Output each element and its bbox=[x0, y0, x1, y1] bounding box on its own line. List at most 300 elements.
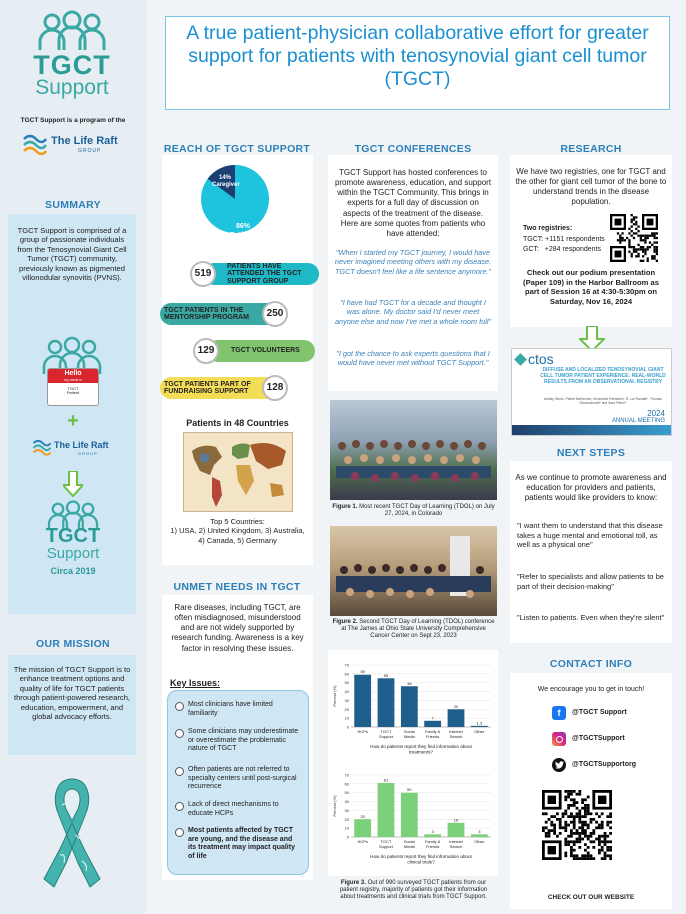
qr-module bbox=[606, 846, 609, 849]
y-tick-label: 30 bbox=[344, 697, 349, 703]
qr-module bbox=[545, 821, 548, 824]
qr-module bbox=[649, 235, 651, 237]
bar bbox=[448, 709, 465, 727]
qr-module bbox=[573, 826, 576, 829]
qr-module bbox=[548, 832, 551, 835]
y-tick-label: 20 bbox=[344, 706, 349, 712]
qr-module bbox=[564, 854, 567, 857]
qr-finder-core bbox=[615, 219, 622, 226]
qr-module bbox=[626, 237, 628, 239]
y-tick-label: 70 bbox=[344, 662, 349, 668]
qr-module bbox=[570, 852, 573, 855]
qr-module bbox=[651, 255, 653, 257]
ctos-mark-icon bbox=[514, 353, 527, 366]
pie-chart bbox=[200, 164, 270, 234]
stat-pill-mentorship bbox=[160, 303, 278, 325]
qr-module bbox=[581, 826, 584, 829]
qr-module bbox=[653, 232, 655, 234]
qr-module bbox=[573, 798, 576, 801]
qr-module bbox=[633, 248, 635, 250]
qr-module bbox=[564, 812, 567, 815]
qr-module bbox=[564, 798, 567, 801]
qr-module bbox=[584, 832, 587, 835]
qr-module bbox=[653, 257, 655, 259]
qr-module bbox=[606, 835, 609, 838]
qr-module bbox=[570, 790, 573, 793]
x-tick-label: Friends bbox=[425, 844, 440, 849]
qr-module bbox=[644, 235, 646, 237]
stat-pill-volunteers bbox=[207, 340, 315, 362]
qr-module bbox=[628, 232, 630, 234]
instagram-icon[interactable] bbox=[552, 732, 566, 746]
bar bbox=[471, 834, 488, 837]
summary-text: TGCT Support is comprised of a group of passionate individuals from the Tenosynovial Giant Cell Tumor (TGCT) community, previously known as pigmented villonodular synovitis (PVNS). bbox=[17, 226, 127, 283]
qr-module bbox=[631, 221, 633, 223]
qr-module bbox=[576, 807, 579, 810]
qr-module bbox=[567, 824, 570, 827]
qr-module bbox=[573, 824, 576, 827]
qr-code-website[interactable] bbox=[542, 790, 612, 860]
qr-module bbox=[581, 807, 584, 810]
qr-module bbox=[637, 255, 639, 257]
y-tick-label: 0 bbox=[346, 834, 349, 840]
qr-module bbox=[570, 832, 573, 835]
x-tick-label: Internet bbox=[449, 729, 463, 734]
twitter-icon[interactable] bbox=[552, 758, 566, 772]
qr-module bbox=[567, 796, 570, 799]
circa-text: Circa 2019 bbox=[50, 566, 96, 576]
qr-module bbox=[584, 857, 587, 860]
qr-module bbox=[581, 838, 584, 841]
qr-module bbox=[649, 241, 651, 243]
qr-module bbox=[584, 821, 587, 824]
chart-title: How do patients report they find information about bbox=[370, 744, 472, 749]
bar bbox=[424, 721, 441, 727]
qr-module bbox=[545, 812, 548, 815]
issue-item: Often patients are not referred to specialty centers until post-surgical recurrence bbox=[175, 766, 299, 792]
qr-module bbox=[640, 246, 642, 248]
bar bbox=[424, 834, 441, 837]
qr-module bbox=[578, 815, 581, 818]
qr-module bbox=[590, 857, 593, 860]
qr-module bbox=[553, 826, 556, 829]
bar bbox=[378, 783, 395, 837]
qr-module bbox=[642, 260, 644, 262]
quote-item: "When I started my TGCT journey, I would have never imagined meeting others with my disease. TGCT doesn't feel like a life sentence anymore." bbox=[334, 248, 492, 276]
qr-module bbox=[542, 826, 545, 829]
qr-module bbox=[590, 818, 593, 821]
qr-module bbox=[570, 815, 573, 818]
x-tick-label: Search bbox=[449, 734, 463, 739]
x-tick-label: Internet bbox=[449, 839, 463, 844]
qr-module bbox=[642, 246, 644, 248]
ctos-authors: Ashley Stern¹, Pietrel McKenzie², Emanuele Palmerini³, R. Lor Randall⁴, Thomas Scharschmidt⁵ and Sara Fisher⁶ bbox=[544, 397, 662, 405]
bar bbox=[378, 678, 395, 727]
qr-module bbox=[567, 840, 570, 843]
stat-label: TGCT PATIENTS IN THE MENTORSHIP PROGRAM bbox=[164, 306, 249, 321]
qr-module bbox=[631, 235, 633, 237]
qr-module bbox=[644, 248, 646, 250]
qr-module bbox=[570, 804, 573, 807]
figure1-caption bbox=[332, 504, 495, 518]
qr-module bbox=[635, 228, 637, 230]
qr-module bbox=[590, 835, 593, 838]
qr-module bbox=[642, 235, 644, 237]
y-tick-label: 20 bbox=[344, 816, 349, 822]
stat-pill-fundraising bbox=[160, 377, 278, 399]
liferaft-name-small: The Life Raft bbox=[54, 440, 109, 450]
qr-module bbox=[653, 248, 655, 250]
y-axis-label: Percent (%) bbox=[332, 685, 337, 707]
qr-module bbox=[631, 253, 633, 255]
qr-module bbox=[556, 812, 559, 815]
liferaft-logo bbox=[22, 130, 126, 158]
qr-module bbox=[653, 246, 655, 248]
poster-title: A true patient-physician collaborative effort for greater support for patients with tenosynovial giant cell tumor (TGCT) bbox=[186, 22, 649, 90]
registries-heading: Two registries: bbox=[523, 225, 573, 232]
qr-module bbox=[653, 255, 655, 257]
fig1-text: Most recent TGCT Day of Learning (TDOL) on July 27, 2024, in Colorado bbox=[357, 504, 495, 518]
qr-module bbox=[606, 821, 609, 824]
qr-module bbox=[595, 812, 598, 815]
qr-module bbox=[656, 241, 658, 243]
summary-heading: SUMMARY bbox=[45, 199, 101, 211]
qr-module bbox=[598, 824, 601, 827]
qr-module bbox=[631, 230, 633, 232]
pie-patient-pct: 86% bbox=[236, 223, 251, 230]
qr-module bbox=[570, 854, 573, 857]
qr-module bbox=[578, 838, 581, 841]
qr-module bbox=[570, 798, 573, 801]
stat-label: TGCT VOLUNTEERS bbox=[231, 347, 300, 355]
qr-module bbox=[590, 840, 593, 843]
qr-module bbox=[640, 235, 642, 237]
qr-module bbox=[609, 821, 612, 824]
qr-module bbox=[570, 846, 573, 849]
qr-module bbox=[587, 835, 590, 838]
plus-sign: + bbox=[67, 410, 79, 432]
qr-module bbox=[548, 818, 551, 821]
stat-number: 129 bbox=[193, 338, 219, 364]
qr-module bbox=[628, 228, 630, 230]
x-tick-label: Social bbox=[403, 839, 415, 844]
qr-module bbox=[564, 790, 567, 793]
hello-text: Hello bbox=[48, 369, 98, 378]
tag-text: TGCT Patient bbox=[66, 386, 80, 396]
facebook-icon[interactable]: f bbox=[552, 706, 566, 720]
issue-item: Lack of direct mechanisms to educate HCPs bbox=[175, 801, 299, 818]
qr-module bbox=[553, 815, 556, 818]
qr-module bbox=[564, 824, 567, 827]
qr-module bbox=[628, 239, 630, 241]
qr-module bbox=[584, 815, 587, 818]
qr-module bbox=[542, 829, 545, 832]
qr-module bbox=[656, 237, 658, 239]
x-tick-label: TGCT bbox=[380, 729, 392, 734]
countries-heading: Patients in 48 Countries bbox=[186, 418, 289, 428]
bar bbox=[448, 823, 465, 837]
y-tick-label: 10 bbox=[344, 825, 349, 831]
qr-module bbox=[559, 821, 562, 824]
qr-module bbox=[584, 812, 587, 815]
y-axis-label: Percent (%) bbox=[332, 795, 337, 817]
facebook-handle[interactable]: @TGCT Support bbox=[572, 709, 627, 716]
qr-module bbox=[609, 857, 612, 860]
qr-module bbox=[640, 248, 642, 250]
qr-module bbox=[573, 840, 576, 843]
qr-module bbox=[601, 824, 604, 827]
bar-value-label: 16 bbox=[453, 817, 459, 823]
qr-module bbox=[587, 846, 590, 849]
qr-module bbox=[590, 821, 593, 824]
qr-code-research[interactable] bbox=[610, 214, 658, 262]
qr-module bbox=[581, 829, 584, 832]
qr-module bbox=[548, 835, 551, 838]
qr-module bbox=[550, 829, 553, 832]
qr-module bbox=[598, 843, 601, 846]
qr-module bbox=[578, 846, 581, 849]
qr-module bbox=[653, 237, 655, 239]
qr-module bbox=[578, 857, 581, 860]
instagram-handle[interactable]: @TGCTSupport bbox=[572, 735, 625, 742]
tgct-logo-small bbox=[30, 500, 116, 562]
qr-module bbox=[635, 248, 637, 250]
y-tick-label: 40 bbox=[344, 689, 349, 695]
qr-module bbox=[567, 843, 570, 846]
qr-module bbox=[587, 838, 590, 841]
y-tick-label: 50 bbox=[344, 680, 349, 686]
qr-module bbox=[564, 843, 567, 846]
fig1-bold: Figure 1. bbox=[332, 504, 358, 510]
qr-module bbox=[598, 826, 601, 829]
qr-module bbox=[576, 840, 579, 843]
qr-module bbox=[573, 818, 576, 821]
qr-module bbox=[564, 838, 567, 841]
x-tick-label: Family & bbox=[424, 839, 441, 844]
qr-module bbox=[656, 260, 658, 262]
qr-module bbox=[564, 829, 567, 832]
hello-badge-illustration bbox=[27, 336, 117, 408]
qr-module bbox=[545, 826, 548, 829]
qr-module bbox=[624, 239, 626, 241]
tgct-logo bbox=[18, 10, 126, 102]
qr-module bbox=[601, 821, 604, 824]
qr-module bbox=[564, 796, 567, 799]
qr-module bbox=[635, 251, 637, 253]
group-photo-1 bbox=[330, 400, 497, 500]
qr-module bbox=[576, 838, 579, 841]
qr-module bbox=[584, 829, 587, 832]
qr-module bbox=[576, 812, 579, 815]
hello-tag bbox=[47, 368, 99, 406]
qr-module bbox=[570, 835, 573, 838]
reach-heading: REACH OF TGCT SUPPORT bbox=[163, 143, 311, 155]
twitter-handle[interactable]: @TGCTSupportorg bbox=[572, 761, 636, 768]
qr-module bbox=[633, 246, 635, 248]
ctos-logo-text: ctos bbox=[528, 351, 554, 367]
ctos-logo bbox=[516, 351, 554, 367]
y-tick-label: 10 bbox=[344, 715, 349, 721]
qr-module bbox=[619, 237, 621, 239]
qr-module bbox=[606, 824, 609, 827]
qr-module bbox=[635, 255, 637, 257]
logo-tgct-text: TGCT bbox=[33, 50, 111, 80]
qr-module bbox=[617, 239, 619, 241]
y-tick-label: 70 bbox=[344, 772, 349, 778]
figure3-caption bbox=[332, 880, 495, 902]
next-step-item: "I want them to understand that this disease takes a huge mental and emotional toll, as well as a physical one" bbox=[517, 521, 663, 550]
qr-module bbox=[570, 821, 573, 824]
qr-module bbox=[628, 251, 630, 253]
qr-module bbox=[631, 219, 633, 221]
contact-intro: We encourage you to get in touch! bbox=[537, 686, 645, 693]
x-tick-label: TGCT bbox=[380, 839, 392, 844]
bar-value-label: 1.3 bbox=[476, 720, 483, 726]
stat-label: TGCT PATIENTS PART OF FUNDRAISING SUPPORT bbox=[164, 380, 251, 395]
ctos-year: 2024 bbox=[647, 409, 665, 418]
y-tick-label: 60 bbox=[344, 781, 349, 787]
qr-module bbox=[570, 812, 573, 815]
qr-module bbox=[637, 235, 639, 237]
quote-item: "I have had TGCT for a decade and thought I was alone. My doctor said I'd never meet anyone else and now I've met a whole room full" bbox=[334, 298, 492, 326]
qr-module bbox=[649, 246, 651, 248]
liferaft-sub: GROUP bbox=[78, 148, 102, 154]
issues-box bbox=[167, 690, 309, 875]
qr-module bbox=[584, 807, 587, 810]
qr-module bbox=[640, 239, 642, 241]
qr-module bbox=[606, 854, 609, 857]
qr-module bbox=[564, 840, 567, 843]
qr-module bbox=[651, 232, 653, 234]
qr-module bbox=[587, 826, 590, 829]
qr-module bbox=[647, 235, 649, 237]
pie-caregiver-label: Caregiver bbox=[212, 182, 240, 188]
qr-module bbox=[553, 832, 556, 835]
qr-finder-core bbox=[615, 251, 622, 258]
qr-module bbox=[651, 257, 653, 259]
qr-module bbox=[653, 235, 655, 237]
qr-module bbox=[635, 216, 637, 218]
qr-module bbox=[581, 815, 584, 818]
qr-module bbox=[656, 253, 658, 255]
x-tick-label: Social bbox=[403, 729, 415, 734]
qr-module bbox=[628, 244, 630, 246]
research-intro: We have two registries, one for TGCT and the other for giant cell tumor of the bone to understand trends in the disease population. bbox=[515, 167, 667, 207]
bird-icon bbox=[555, 761, 564, 769]
qr-module bbox=[592, 840, 595, 843]
qr-module bbox=[601, 812, 604, 815]
ctos-title: DIFFUSE AND LOCALIZED TENOSYNOVIAL GIANT CELL TUMOR PATIENT EXPERIENCE: REAL-WORLD RESULTS FROM AN OBSERVATIONAL REGISTRY bbox=[540, 367, 666, 385]
qr-module bbox=[601, 846, 604, 849]
qr-module bbox=[556, 835, 559, 838]
mission-text: The mission of TGCT Support is to enhance treatment options and quality of life for TGCT patients through patient-powered research, education, empowerment, and global advocacy efforts. bbox=[13, 665, 131, 722]
qr-module bbox=[584, 810, 587, 813]
bar bbox=[354, 819, 371, 837]
qr-module bbox=[578, 790, 581, 793]
qr-module bbox=[644, 237, 646, 239]
y-tick-label: 60 bbox=[344, 671, 349, 677]
qr-module bbox=[587, 804, 590, 807]
qr-module bbox=[573, 849, 576, 852]
wave-icon bbox=[22, 133, 48, 155]
qr-module bbox=[545, 832, 548, 835]
issue-item: Most patients affected by TGCT are young, and the disease and its treatment may impact quality of life bbox=[175, 827, 299, 861]
world-map-image bbox=[184, 433, 293, 512]
qr-module bbox=[578, 810, 581, 813]
qr-module bbox=[609, 812, 612, 815]
x-tick-label: Media bbox=[403, 734, 415, 739]
qr-module bbox=[604, 852, 607, 855]
podium-text: Check out our podium presentation (Paper 109) in the Harbor Ballroom as part of Session 16 at 4:30-5:30pm on Saturday, Nov 16, 2024 bbox=[523, 268, 659, 306]
bar-value-label: 61 bbox=[383, 777, 389, 783]
qr-module bbox=[559, 818, 562, 821]
qr-module bbox=[644, 251, 646, 253]
qr-module bbox=[559, 824, 562, 827]
qr-module bbox=[651, 235, 653, 237]
website-label[interactable]: CHECK OUT OUR WEBSITE bbox=[547, 894, 635, 901]
stat-pill-support-group bbox=[203, 263, 319, 285]
liferaft-name: The Life Raft bbox=[51, 135, 118, 147]
qr-module bbox=[635, 223, 637, 225]
y-tick-label: 50 bbox=[344, 790, 349, 796]
qr-module bbox=[598, 835, 601, 838]
qr-module bbox=[635, 221, 637, 223]
qr-module bbox=[590, 832, 593, 835]
qr-module bbox=[581, 821, 584, 824]
qr-module bbox=[573, 815, 576, 818]
x-tick-label: Other bbox=[474, 729, 485, 734]
qr-module bbox=[598, 852, 601, 855]
qr-module bbox=[598, 815, 601, 818]
qr-module bbox=[581, 832, 584, 835]
x-tick-label: Support bbox=[378, 844, 394, 849]
qr-module bbox=[573, 801, 576, 804]
qr-module bbox=[573, 821, 576, 824]
bar bbox=[401, 793, 418, 837]
qr-module bbox=[595, 826, 598, 829]
contact-heading: CONTACT INFO bbox=[549, 658, 633, 670]
qr-module bbox=[628, 241, 630, 243]
stat-number: 250 bbox=[262, 301, 288, 327]
unmet-heading: UNMET NEEDS IN TGCT bbox=[173, 581, 301, 593]
qr-module bbox=[606, 840, 609, 843]
issue-item: Some clinicians may underestimate or overestimate the problematic nature of TGCT bbox=[175, 728, 299, 754]
title-box bbox=[165, 16, 670, 110]
stat-label: PATIENTS HAVE ATTENDED THE TGCT SUPPORT GROUP bbox=[227, 262, 302, 285]
arrow-down-icon bbox=[63, 471, 83, 497]
qr-module bbox=[637, 244, 639, 246]
qr-module bbox=[601, 835, 604, 838]
chart-title: How do patients report they find information about bbox=[370, 854, 472, 859]
qr-module bbox=[619, 241, 621, 243]
next-steps-heading: NEXT STEPS bbox=[556, 447, 626, 459]
qr-module bbox=[564, 821, 567, 824]
qr-module bbox=[550, 815, 553, 818]
liferaft-logo-small bbox=[32, 437, 116, 459]
logo-support-text-small: Support bbox=[46, 545, 100, 562]
qr-module bbox=[651, 244, 653, 246]
qr-module bbox=[601, 840, 604, 843]
qr-module bbox=[592, 846, 595, 849]
qr-module bbox=[653, 251, 655, 253]
qr-finder-core bbox=[548, 846, 556, 854]
qr-module bbox=[564, 810, 567, 813]
qr-module bbox=[621, 239, 623, 241]
world-map bbox=[183, 432, 293, 512]
pie-patient-label: Patients bbox=[230, 232, 258, 239]
qr-module bbox=[584, 804, 587, 807]
research-heading: RESEARCH bbox=[560, 143, 622, 155]
